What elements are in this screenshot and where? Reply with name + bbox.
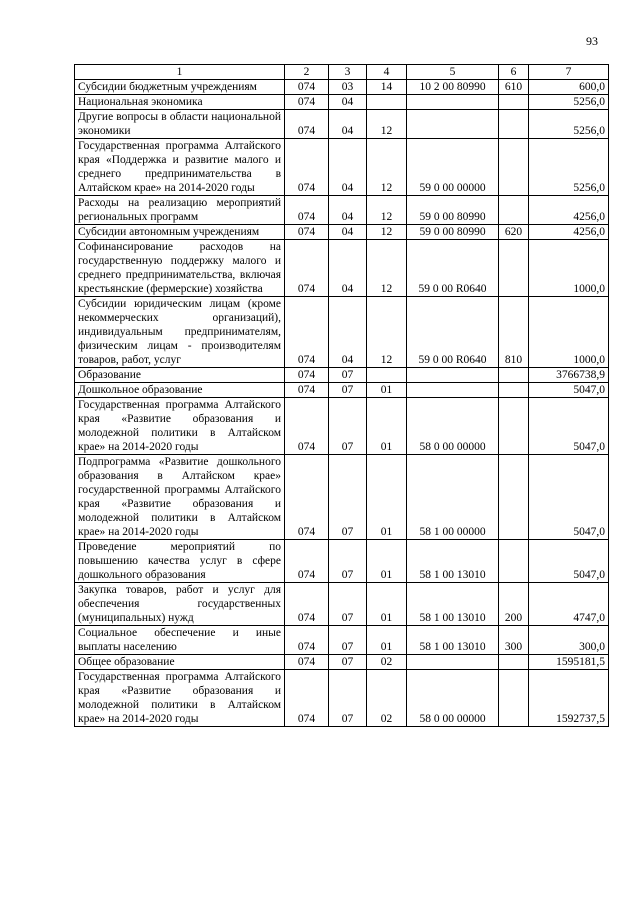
row-name-text: Другие вопросы в области национальной экономики bbox=[78, 111, 281, 137]
cell-col3: 04 bbox=[329, 95, 367, 110]
cell-col7: 5256,0 bbox=[529, 139, 609, 196]
cell-col5 bbox=[407, 368, 499, 383]
cell-col6: 610 bbox=[499, 80, 529, 95]
row-name bbox=[75, 383, 285, 398]
cell-col5 bbox=[407, 95, 499, 110]
cell-col5 bbox=[407, 383, 499, 398]
page-number: 93 bbox=[586, 34, 598, 48]
cell-col3: 07 bbox=[329, 398, 367, 455]
cell-col2: 074 bbox=[285, 225, 329, 240]
table-row bbox=[75, 240, 609, 297]
cell-col2: 074 bbox=[285, 196, 329, 225]
cell-col3: 07 bbox=[329, 655, 367, 670]
cell-col3: 04 bbox=[329, 297, 367, 368]
cell-col2: 074 bbox=[285, 240, 329, 297]
cell-col4: 12 bbox=[367, 139, 407, 196]
cell-col2: 074 bbox=[285, 670, 329, 727]
column-header: 2 bbox=[285, 65, 329, 80]
cell-col4: 14 bbox=[367, 80, 407, 95]
column-header: 1 bbox=[75, 65, 285, 80]
cell-col6 bbox=[499, 110, 529, 139]
row-name bbox=[75, 297, 285, 368]
table-row bbox=[75, 368, 609, 383]
row-name bbox=[75, 583, 285, 626]
column-header: 6 bbox=[499, 65, 529, 80]
cell-col2: 074 bbox=[285, 80, 329, 95]
cell-col2: 074 bbox=[285, 583, 329, 626]
cell-col7: 4256,0 bbox=[529, 225, 609, 240]
cell-col7: 300,0 bbox=[529, 626, 609, 655]
row-name bbox=[75, 626, 285, 655]
row-name bbox=[75, 225, 285, 240]
row-name bbox=[75, 139, 285, 196]
table-row bbox=[75, 626, 609, 655]
row-name-text: Закупка товаров, работ и услуг для обеспечения государственных (муниципальных) нужд bbox=[78, 584, 281, 624]
cell-col6 bbox=[499, 655, 529, 670]
cell-col4: 01 bbox=[367, 383, 407, 398]
row-name bbox=[75, 540, 285, 583]
cell-col7: 5256,0 bbox=[529, 95, 609, 110]
cell-col3: 03 bbox=[329, 80, 367, 95]
cell-col5: 59 0 00 R0640 bbox=[407, 297, 499, 368]
column-header: 4 bbox=[367, 65, 407, 80]
table-row bbox=[75, 583, 609, 626]
cell-col7: 1595181,5 bbox=[529, 655, 609, 670]
cell-col7: 4256,0 bbox=[529, 196, 609, 225]
row-name-text: Образование bbox=[78, 369, 142, 381]
table-row bbox=[75, 455, 609, 540]
row-name-text: Дошкольное образование bbox=[78, 384, 203, 396]
cell-col2: 074 bbox=[285, 368, 329, 383]
cell-col2: 074 bbox=[285, 383, 329, 398]
table-row bbox=[75, 398, 609, 455]
cell-col3: 07 bbox=[329, 383, 367, 398]
cell-col7: 1000,0 bbox=[529, 297, 609, 368]
cell-col2: 074 bbox=[285, 655, 329, 670]
cell-col6 bbox=[499, 670, 529, 727]
row-name-text: Социальное обеспечение и иные выплаты населению bbox=[78, 627, 281, 653]
cell-col4: 12 bbox=[367, 297, 407, 368]
cell-col3: 04 bbox=[329, 139, 367, 196]
row-name bbox=[75, 240, 285, 297]
table-row bbox=[75, 95, 609, 110]
row-name-text: Субсидии бюджетным учреждениям bbox=[78, 81, 257, 93]
cell-col6 bbox=[499, 540, 529, 583]
cell-col6 bbox=[499, 196, 529, 225]
cell-col6 bbox=[499, 383, 529, 398]
cell-col4: 01 bbox=[367, 626, 407, 655]
row-name-text: Государственная программа Алтайского края «Развитие образования и молодежной политики в Алтайском крае» на 2014-2020 годы bbox=[78, 671, 281, 725]
row-name-text: Государственная программа Алтайского края «Поддержка и развитие малого и среднего предпринимательства в Алтайском крае» на 2014-2020 годы bbox=[78, 140, 281, 194]
cell-col2: 074 bbox=[285, 139, 329, 196]
column-header: 5 bbox=[407, 65, 499, 80]
cell-col3: 04 bbox=[329, 225, 367, 240]
cell-col5: 58 0 00 00000 bbox=[407, 670, 499, 727]
cell-col2: 074 bbox=[285, 626, 329, 655]
row-name bbox=[75, 80, 285, 95]
cell-col7: 1000,0 bbox=[529, 240, 609, 297]
cell-col7: 5047,0 bbox=[529, 383, 609, 398]
cell-col6: 200 bbox=[499, 583, 529, 626]
cell-col7: 1592737,5 bbox=[529, 670, 609, 727]
table-row bbox=[75, 670, 609, 727]
cell-col4: 02 bbox=[367, 655, 407, 670]
row-name-text: Субсидии юридическим лицам (кроме некоммерческих организаций), индивидуальным предпринимателям, физическим лицам - производителям товаров, работ, услуг bbox=[78, 298, 281, 366]
row-name bbox=[75, 95, 285, 110]
cell-col3: 04 bbox=[329, 110, 367, 139]
cell-col4: 01 bbox=[367, 398, 407, 455]
cell-col7: 5047,0 bbox=[529, 455, 609, 540]
cell-col4: 12 bbox=[367, 225, 407, 240]
cell-col4: 12 bbox=[367, 240, 407, 297]
row-name bbox=[75, 368, 285, 383]
cell-col5: 59 0 00 R0640 bbox=[407, 240, 499, 297]
cell-col3: 07 bbox=[329, 540, 367, 583]
cell-col6 bbox=[499, 240, 529, 297]
cell-col5: 58 1 00 13010 bbox=[407, 626, 499, 655]
table-row bbox=[75, 110, 609, 139]
row-name-text: Национальная экономика bbox=[78, 96, 203, 108]
table-row bbox=[75, 80, 609, 95]
cell-col4: 01 bbox=[367, 455, 407, 540]
table-row bbox=[75, 383, 609, 398]
cell-col4 bbox=[367, 95, 407, 110]
cell-col6 bbox=[499, 455, 529, 540]
budget-table bbox=[74, 64, 609, 727]
row-name-text: Подпрограмма «Развитие дошкольного образования в Алтайском крае» государственной программы Алтайского края «Развитие образования и молодежной политики в Алтайском крае» на 2014-2020 годы bbox=[78, 456, 281, 538]
cell-col5 bbox=[407, 655, 499, 670]
table-row bbox=[75, 225, 609, 240]
cell-col3: 07 bbox=[329, 670, 367, 727]
cell-col6: 620 bbox=[499, 225, 529, 240]
row-name bbox=[75, 455, 285, 540]
cell-col2: 074 bbox=[285, 398, 329, 455]
cell-col3: 04 bbox=[329, 196, 367, 225]
cell-col6 bbox=[499, 368, 529, 383]
cell-col4: 02 bbox=[367, 670, 407, 727]
row-name-text: Расходы на реализацию мероприятий региональных программ bbox=[78, 197, 281, 223]
cell-col5: 58 1 00 13010 bbox=[407, 583, 499, 626]
cell-col3: 04 bbox=[329, 240, 367, 297]
row-name-text: Государственная программа Алтайского края «Развитие образования и молодежной политики в Алтайском крае» на 2014-2020 годы bbox=[78, 399, 281, 453]
row-name-text: Софинансирование расходов на государственную поддержку малого и среднего предпринимательства, включая крестьянские (фермерские) хозяйства bbox=[78, 241, 281, 295]
row-name-text: Проведение мероприятий по повышению качества услуг в сфере дошкольного образования bbox=[78, 541, 281, 581]
cell-col7: 600,0 bbox=[529, 80, 609, 95]
cell-col4: 12 bbox=[367, 196, 407, 225]
table-row bbox=[75, 139, 609, 196]
table-row bbox=[75, 297, 609, 368]
cell-col5: 58 0 00 00000 bbox=[407, 398, 499, 455]
table-row bbox=[75, 196, 609, 225]
cell-col5: 59 0 00 80990 bbox=[407, 225, 499, 240]
cell-col7: 5256,0 bbox=[529, 110, 609, 139]
cell-col5 bbox=[407, 110, 499, 139]
cell-col7: 4747,0 bbox=[529, 583, 609, 626]
cell-col4: 01 bbox=[367, 540, 407, 583]
cell-col5: 10 2 00 80990 bbox=[407, 80, 499, 95]
row-name bbox=[75, 398, 285, 455]
cell-col2: 074 bbox=[285, 95, 329, 110]
cell-col2: 074 bbox=[285, 455, 329, 540]
cell-col7: 5047,0 bbox=[529, 540, 609, 583]
cell-col7: 3766738,9 bbox=[529, 368, 609, 383]
row-name-text: Субсидии автономным учреждениям bbox=[78, 226, 260, 238]
row-name bbox=[75, 655, 285, 670]
row-name-text: Общее образование bbox=[78, 656, 175, 668]
cell-col5: 58 1 00 00000 bbox=[407, 455, 499, 540]
cell-col2: 074 bbox=[285, 110, 329, 139]
cell-col3: 07 bbox=[329, 583, 367, 626]
cell-col4 bbox=[367, 368, 407, 383]
cell-col3: 07 bbox=[329, 626, 367, 655]
column-header: 3 bbox=[329, 65, 367, 80]
cell-col5: 59 0 00 00000 bbox=[407, 139, 499, 196]
row-name bbox=[75, 196, 285, 225]
cell-col6 bbox=[499, 398, 529, 455]
cell-col5: 59 0 00 80990 bbox=[407, 196, 499, 225]
cell-col7: 5047,0 bbox=[529, 398, 609, 455]
row-name bbox=[75, 110, 285, 139]
cell-col3: 07 bbox=[329, 455, 367, 540]
cell-col2: 074 bbox=[285, 297, 329, 368]
cell-col6 bbox=[499, 95, 529, 110]
column-header: 7 bbox=[529, 65, 609, 80]
cell-col3: 07 bbox=[329, 368, 367, 383]
cell-col2: 074 bbox=[285, 540, 329, 583]
table-row bbox=[75, 540, 609, 583]
header-row bbox=[75, 65, 609, 80]
cell-col6 bbox=[499, 139, 529, 196]
cell-col6: 810 bbox=[499, 297, 529, 368]
table-row bbox=[75, 655, 609, 670]
row-name bbox=[75, 670, 285, 727]
cell-col6: 300 bbox=[499, 626, 529, 655]
cell-col5: 58 1 00 13010 bbox=[407, 540, 499, 583]
cell-col4: 12 bbox=[367, 110, 407, 139]
cell-col4: 01 bbox=[367, 583, 407, 626]
